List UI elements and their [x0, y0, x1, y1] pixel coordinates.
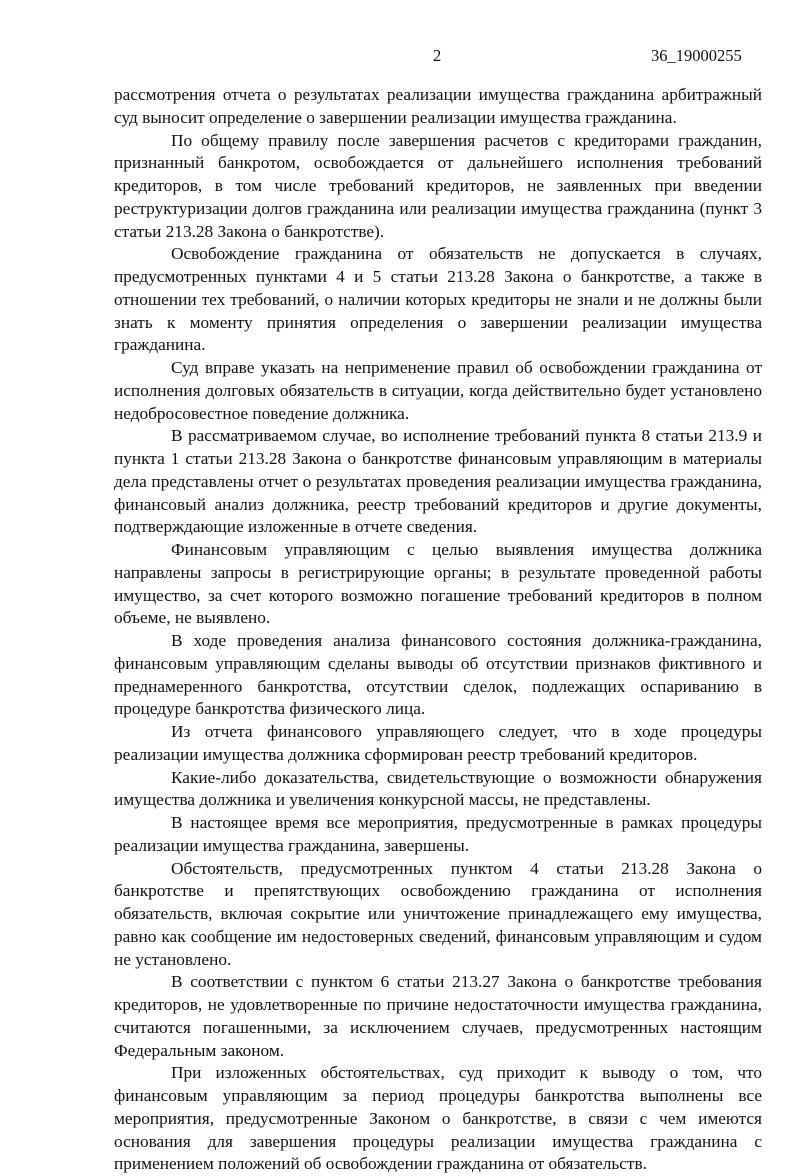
paragraph: Из отчета финансового управляющего следует, что в ходе процедуры реализации имущества должника сформирован реестр требований кредиторов. — [114, 722, 762, 764]
page-number: 2 — [433, 46, 442, 65]
paragraph: Суд вправе указать на неприменение правил об освобождении гражданина от исполнения долговых обязательств в ситуации, когда действительно будет установлено недобросовестное поведение должника. — [114, 358, 762, 423]
paragraph: В настоящее время все мероприятия, предусмотренные в рамках процедуры реализации имущества гражданина, завершены. — [114, 813, 762, 855]
paragraph: Обстоятельств, предусмотренных пунктом 4 статьи 213.28 Закона о банкротстве и препятствующих освобождению гражданина от исполнения обязательств, включая сокрытие или уничтожение принадлежащего ему имущества, равно как сообщение им недостоверных сведений, финансовым управляющим и судом не установлено. — [114, 858, 762, 969]
paragraph: Освобождение гражданина от обязательств не допускается в случаях, предусмотренных пунктами 4 и 5 статьи 213.28 Закона о банкротстве, а также в отношении тех требований, о наличии которых кредиторы не знали и не должны были знать к моменту принятия определения о завершении реализации имущества гражданина. — [114, 244, 762, 355]
paragraph: Какие-либо доказательства, свидетельствующие о возможности обнаружения имущества должника и увеличения конкурсной массы, не представлены. — [114, 767, 762, 810]
paragraph: В рассматриваемом случае, во исполнение требований пункта 8 статьи 213.9 и пункта 1 статьи 213.28 Закона о банкротстве финансовым управляющим в материалы дела представлены отчет о результатах проведения реализации имущества гражданина, финансовый анализ должника, реестр требований кредиторов и другие документы, подтверждающие изложенные в отчете сведения. — [114, 426, 762, 537]
paragraph: В ходе проведения анализа финансового состояния должника-гражданина, финансовым управляющим сделаны выводы об отсутствии признаков фиктивного и преднамеренного банкротства, отсутствии сделок, подлежащих оспариванию в процедуре банкротства физического лица. — [114, 631, 762, 719]
page-header — [0, 46, 800, 68]
paragraph: В соответствии с пунктом 6 статьи 213.27 Закона о банкротстве требования кредиторов, не удовлетворенные по причине недостаточности имущества гражданина, считаются погашенными, за исключением случаев, предусмотренных настоящим Федеральным законом. — [114, 972, 762, 1060]
paragraph: При изложенных обстоятельствах, суд приходит к выводу о том, что финансовым управляющим за период процедуры банкротства выполнены все мероприятия, предусмотренные Законом о банкротстве, в связи с чем имеются основания для завершения процедуры реализации имущества гражданина с применением положений об освобождении гражданина от обязательств. — [114, 1063, 762, 1174]
paragraph: Финансовым управляющим с целью выявления имущества должника направлены запросы в регистрирующие органы; в результате проведенной работы имущество, за счет которого возможно погашение требований кредиторов в полном объеме, не выявлено. — [114, 540, 762, 628]
document-body — [114, 84, 762, 1176]
paragraph-continuation: рассмотрения отчета о результатах реализации имущества гражданина арбитражный суд выносит определение о завершении реализации имущества гражданина. — [114, 85, 762, 127]
paragraph: По общему правилу после завершения расчетов с кредиторами гражданин, признанный банкротом, освобождается от дальнейшего исполнения требований кредиторов, в том числе требований кредиторов, не заявленных при введении реструктуризации долгов гражданина или реализации имущества гражданина (пункт 3 статьи 213.28 Закона о банкротстве). — [114, 130, 762, 241]
document-id: 36_19000255 — [651, 46, 742, 65]
